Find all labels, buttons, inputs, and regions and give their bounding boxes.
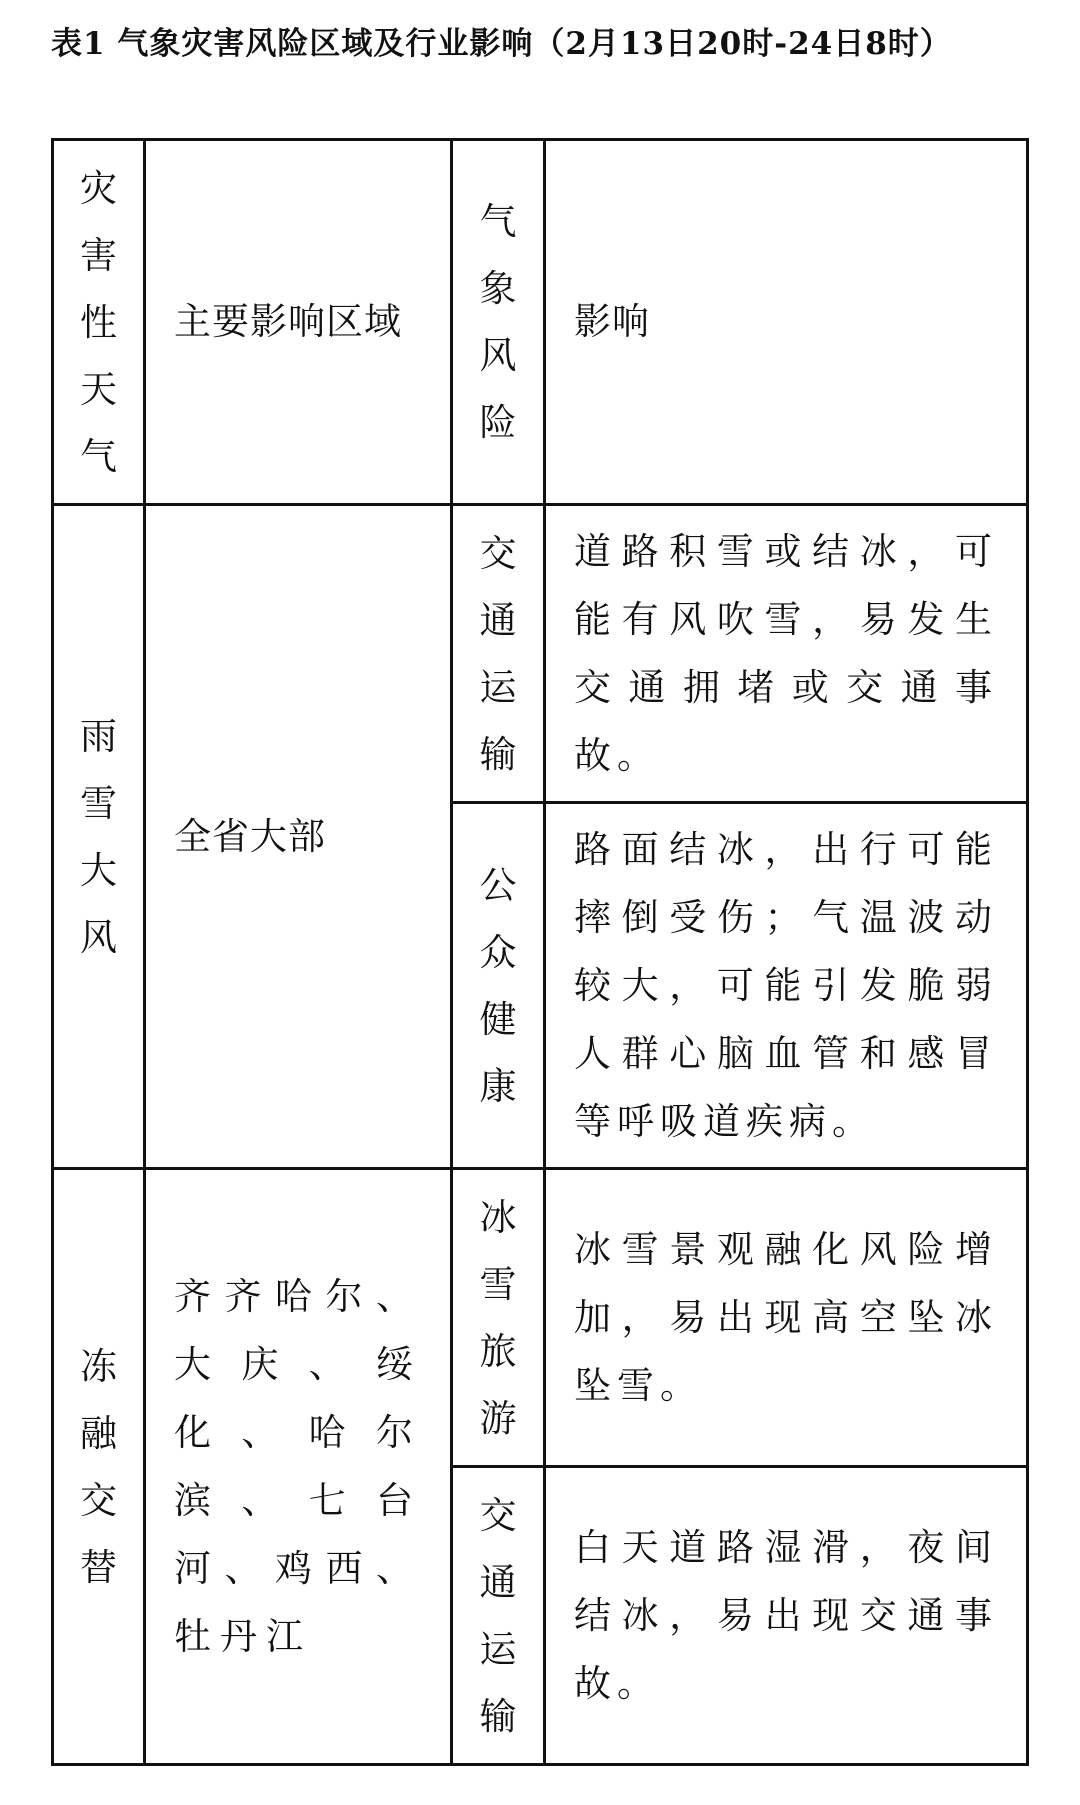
table-title: 表1 气象灾害风险区域及行业影响（2月13日20时-24日8时） xyxy=(51,26,952,62)
group-1-row-2-risk: 公 众 健 康 xyxy=(479,863,517,1108)
table-border-bottom xyxy=(51,1763,1028,1766)
group-1-region: 全省大部 xyxy=(174,814,326,858)
header-region: 主要影响区域 xyxy=(174,300,402,343)
header-weather: 灾 害 性 天 气 xyxy=(80,166,117,478)
group-2-region: 齐齐哈尔、大庆、绥化、哈尔滨、七台河、鸡西、牡丹江 xyxy=(174,1274,422,1658)
group-1-weather: 雨 雪 大 风 xyxy=(80,714,117,959)
group-2-weather: 冻 融 交 替 xyxy=(80,1344,117,1589)
group-1-row-2-impact: 路面结冰，出行可能摔倒受伤；气温波动较大，可能引发脆弱人群心脑血管和感冒等呼吸道疾病。 xyxy=(574,827,998,1143)
weather-risk-table xyxy=(51,138,1028,1765)
group-1-row-1-risk: 交 通 运 输 xyxy=(479,531,517,776)
group-2-row-2-impact: 白天道路湿滑，夜间结冰，易出现交通事故。 xyxy=(574,1525,998,1705)
group-1-row-1-impact: 道路积雪或结冰，可能有风吹雪，易发生交通拥堵或交通事故。 xyxy=(574,529,998,777)
header-risk: 气 象 风 险 xyxy=(479,200,517,444)
header-impact: 影响 xyxy=(574,300,650,343)
group-2-row-1-impact: 冰雪景观融化风险增加，易出现高空坠冰坠雪。 xyxy=(574,1227,998,1407)
group-2-row-2-risk: 交 通 运 输 xyxy=(479,1493,517,1738)
table-border-right xyxy=(1026,138,1029,1766)
group-2-row-1-risk: 冰 雪 旅 游 xyxy=(479,1195,517,1440)
